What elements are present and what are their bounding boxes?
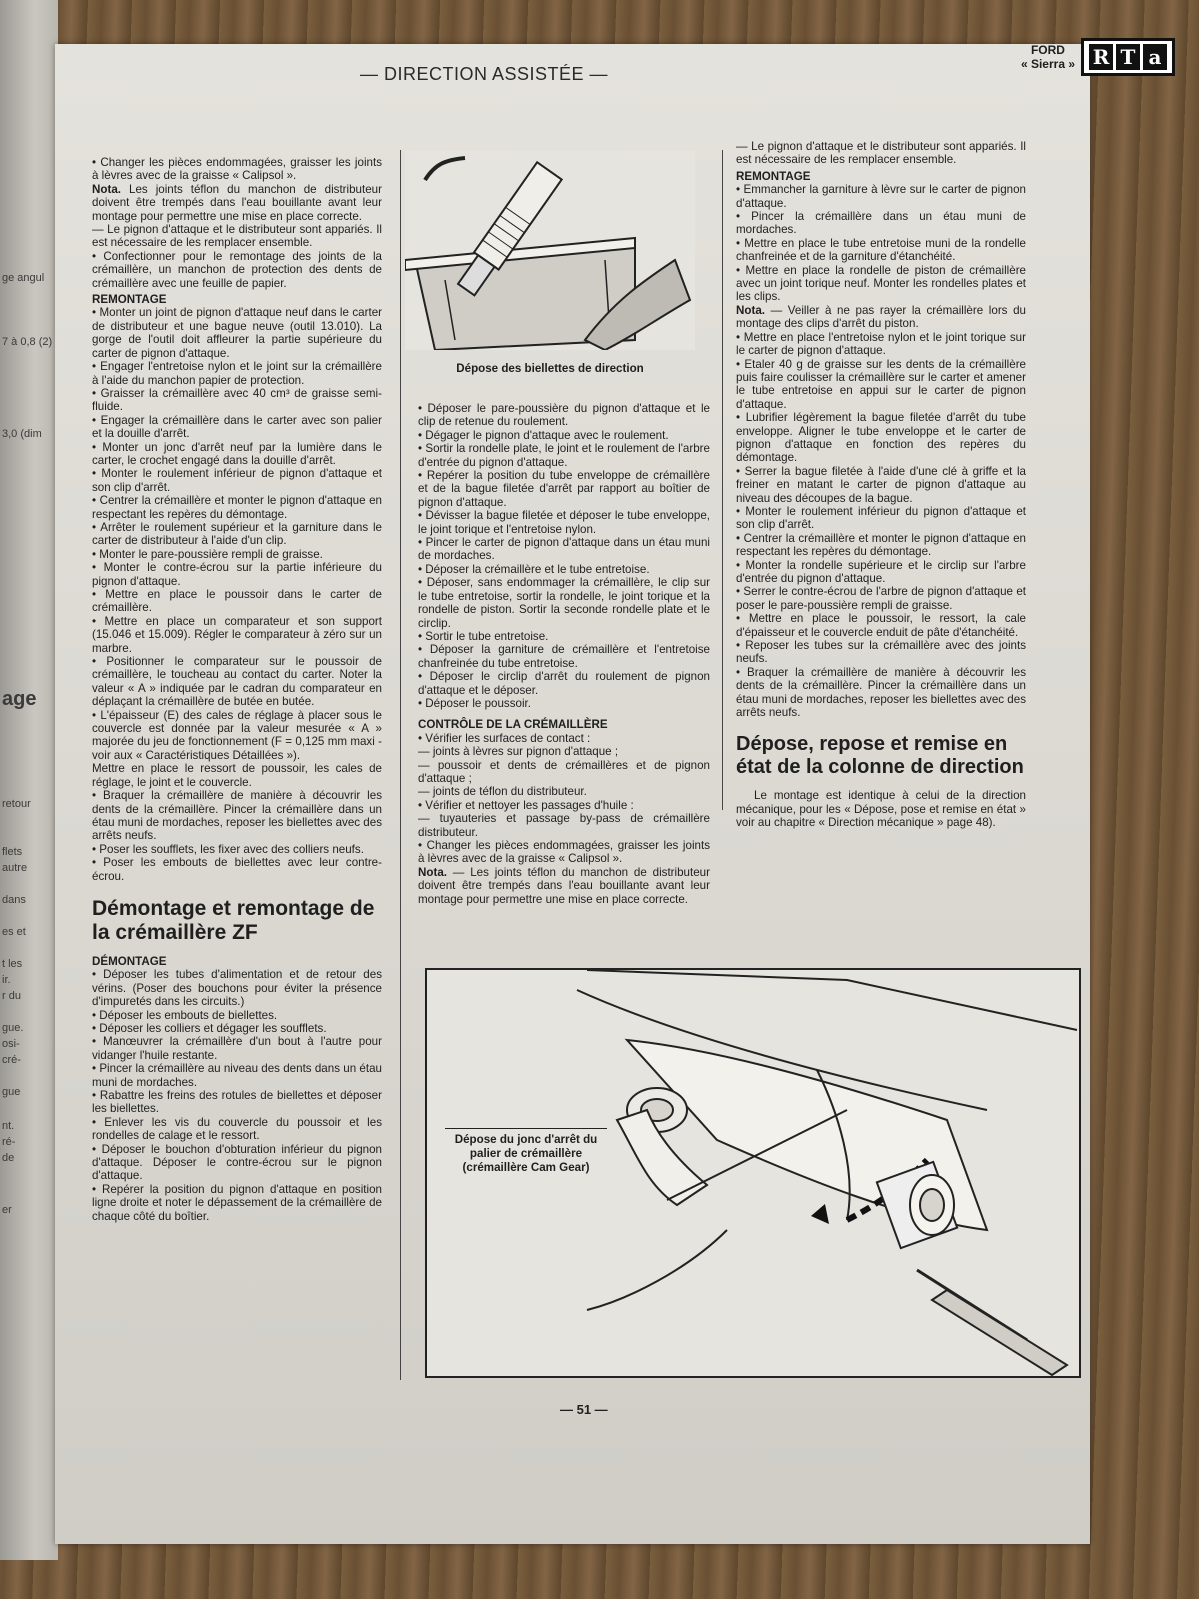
paragraph: • Mettre en place un comparateur et son support (15.046 et 15.009). Régler le comparateur à zéro sur un marbre.	[92, 614, 382, 655]
paragraph: — tuyauteries et passage by-pass de crémaillère distributeur.	[418, 812, 710, 839]
prev-page-fragment: ir.	[2, 974, 11, 986]
page-number: — 51 —	[560, 1402, 608, 1417]
paragraph: • Sortir le tube entretoise.	[418, 629, 549, 643]
prev-page-fragment: ré-	[2, 1136, 16, 1148]
note-label: Nota.	[418, 865, 447, 879]
prev-page-fragment: nt.	[2, 1120, 15, 1132]
paragraph: • Serrer le contre-écrou de l'arbre de pignon d'attaque et poser le pare-poussière rempli de graisse.	[736, 585, 1026, 612]
paragraph: • Mettre en place la rondelle de piston de crémaillère avec un joint torique neuf. Monter les rondelles plates et les clips.	[736, 263, 1026, 304]
column-divider	[400, 150, 401, 1380]
subheading: CONTRÔLE DE LA CRÉMAILLÈRE	[418, 718, 608, 732]
paragraph: Le montage est identique à celui de la direction mécanique, pour les « Dépose, pose et remise en état » voir au chapitre « Direction mécanique » page 48).	[736, 789, 1026, 830]
note-text: — Les joints téflon du manchon de distributeur doivent être trempés dans l'eau bouillante avant leur montage pour permettre une mise en place correcte.	[418, 865, 710, 906]
paragraph: • Monter le contre-écrou sur la partie inférieure du pignon d'attaque.	[92, 561, 382, 588]
paragraph: • Pincer la crémaillère dans un étau muni de mordaches.	[736, 210, 1026, 237]
previous-page-edge	[0, 0, 58, 1560]
paragraph: • Pincer le carter de pignon d'attaque dans un étau muni de mordaches.	[418, 536, 710, 563]
paragraph: — Le pignon d'attaque et le distributeur sont appariés. Il est nécessaire de les remplacer ensemble.	[736, 140, 1026, 167]
paragraph: Mettre en place le ressort de poussoir, les cales de réglage, le joint et le couvercle.	[92, 762, 382, 789]
note	[418, 866, 710, 906]
paragraph: • Centrer la crémaillère et monter le pignon d'attaque en respectant les repères du démontage.	[92, 494, 382, 521]
paragraph: — joints à lèvres sur pignon d'attaque ;	[418, 745, 619, 759]
note	[736, 304, 1026, 331]
subheading: DÉMONTAGE	[92, 954, 167, 968]
prev-page-fragment: es et	[2, 926, 26, 938]
paragraph: • Pincer la crémaillère au niveau des dents dans un étau muni de mordaches.	[92, 1062, 382, 1089]
note-label: Nota.	[736, 303, 765, 317]
note	[92, 183, 382, 223]
paragraph: • Changer les pièces endommagées, graisser les joints à lèvres avec de la graisse « Calipsol ».	[92, 156, 382, 183]
paragraph: • Déposer le poussoir.	[418, 696, 531, 710]
prev-page-fragment: retour	[2, 798, 31, 810]
paragraph: • Enlever les vis du couvercle du poussoir et les rondelles de calage et le ressort.	[92, 1115, 382, 1143]
note-text: Les joints téflon du manchon de distributeur doivent être trempés dans l'eau bouillante avant leur montage pour permettre une mise en place correcte.	[92, 182, 382, 223]
paragraph: • Mettre en place l'entretoise nylon et le joint torique sur le carter de pignon d'attaque.	[736, 330, 1026, 358]
paragraph: • Repérer la position du tube enveloppe de crémaillère et de la bague filetée d'arrêt par rapport au boîtier de pignon d'attaque.	[418, 469, 710, 509]
paragraph: — joints de téflon du distributeur.	[418, 785, 587, 799]
paragraph: • Poser les embouts de biellettes avec leur contre-écrou.	[92, 856, 382, 883]
paragraph: • Graisser la crémaillère avec 40 cm³ de graisse semi-fluide.	[92, 386, 382, 414]
column-right	[736, 140, 1026, 830]
paragraph: — poussoir et dents de crémaillères et de pignon d'attaque ;	[418, 758, 710, 785]
paragraph: • Monter le roulement inférieur du pignon d'attaque et son clip d'arrêt.	[736, 504, 1026, 532]
note-text: — Veiller à ne pas rayer la crémaillère lors du montage des clips d'arrêt du piston.	[736, 303, 1026, 331]
prev-page-fragment: gue	[2, 1086, 21, 1098]
column-divider	[722, 150, 723, 810]
section-title: Démontage et remontage de la crémaillère ZF	[92, 896, 375, 944]
brand-make: FORD	[1030, 43, 1065, 57]
paragraph: • Repérer la position du pignon d'attaque en position ligne droite et noter le dépassement de la crémaillère de chaque côté du boîtier.	[92, 1182, 382, 1223]
paragraph: • Monter la rondelle supérieure et le circlip sur l'arbre d'entrée du pignon d'attaque.	[736, 558, 1026, 585]
paragraph: • Déposer les embouts de biellettes.	[92, 1008, 278, 1022]
paragraph: • Rabattre les freins des rotules de biellettes et déposer les biellettes.	[92, 1089, 382, 1116]
paragraph: • Serrer la bague filetée à l'aide d'une clé à griffe et la freiner en matant le carter de pignon d'attaque au niveau des découpes de la bague.	[736, 464, 1026, 505]
paragraph: • Dégager le pignon d'attaque avec le roulement.	[418, 428, 669, 442]
paragraph: • Etaler 40 g de graisse sur les dents de la crémaillère puis faire coulisser la crémaillère sur le carter et amener le tube entretoise en appui sur le carter de pignon d'attaque.	[736, 357, 1026, 411]
section-header: — DIRECTION ASSISTÉE —	[360, 64, 609, 84]
figure-caption: Dépose du jonc d'arrêt du palier de crémaillère (crémaillère Cam Gear)	[445, 1128, 607, 1175]
paragraph: — Le pignon d'attaque et le distributeur sont appariés. Il est nécessaire de les remplacer ensemble.	[92, 223, 382, 250]
column-left	[92, 156, 382, 1223]
logo-letter: R	[1089, 44, 1113, 70]
paragraph: • Monter le roulement inférieur de pignon d'attaque et son clip d'arrêt.	[92, 467, 382, 494]
prev-page-fragment: osi-	[2, 1038, 20, 1050]
paragraph: • Braquer la crémaillère de manière à découvrir les dents de la crémaillère. Pincer la crémaillère dans un étau muni de mordaches, reposer les biellettes avec des arrêts neufs.	[92, 789, 383, 843]
paragraph: • Vérifier et nettoyer les passages d'huile :	[418, 798, 634, 812]
figure-tie-rod-removal	[405, 150, 695, 350]
paragraph: • Reposer les tubes sur la crémaillère avec des joints neufs.	[736, 639, 1026, 666]
brand-model: « Sierra »	[1020, 57, 1075, 71]
paragraph: • Déposer les colliers et dégager les soufflets.	[92, 1021, 327, 1035]
paragraph: • Monter un jonc d'arrêt neuf par la lumière dans le carter, le crochet engagé dans la douille d'arrêt.	[92, 440, 382, 467]
paragraph: • Centrer la crémaillère et monter le pignon d'attaque en respectant les repères du démontage.	[736, 531, 1026, 559]
paragraph: • L'épaisseur (E) des cales de réglage à placer sous le couvercle est donnée par la valeur mesurée « A » majorée du jeu de fonctionnement (F = 0,125 mm maxi - voir aux « Caractéristiques Détaillées »).	[92, 708, 382, 762]
logo-letter: a	[1143, 44, 1167, 70]
subheading: REMONTAGE	[736, 169, 811, 183]
prev-page-fragment: de	[2, 1152, 15, 1164]
paragraph: • Mettre en place le poussoir dans le carter de crémaillère.	[92, 588, 382, 615]
note-label: Nota.	[92, 182, 121, 196]
prev-page-fragment: age	[2, 688, 37, 710]
paragraph: • Lubrifier légèrement la bague filetée d'arrêt du tube enveloppe. Aligner le tube enveloppe et le carter de pignon d'attaque en fonction des repères du démontage.	[736, 411, 1026, 465]
paragraph: • Braquer la crémaillère de manière à découvrir les dents de la crémaillère. Pincer la crémaillère dans un étau muni de mordaches, reposer les biellettes avec des arrêts neufs.	[736, 665, 1027, 720]
section-title: Dépose, repose et remise en état de la colonne de direction	[736, 733, 1024, 779]
paragraph: • Manœuvrer la crémaillère d'un bout à l'autre pour vidanger l'huile restante.	[92, 1035, 382, 1062]
paragraph: • Déposer la crémaillère et le tube entretoise.	[418, 562, 650, 576]
prev-page-fragment: er	[2, 1204, 12, 1216]
prev-page-fragment: autre	[2, 862, 28, 874]
prev-page-fragment: dans	[2, 894, 26, 906]
brand-text	[1021, 43, 1075, 71]
paragraph: • Arrêter le roulement supérieur et la garniture dans le carter de distributeur à l'aide d'un clip.	[92, 520, 382, 548]
paragraph: • Déposer le bouchon d'obturation inférieur du pignon d'attaque. Déposer le contre-écrou sur le pignon d'attaque.	[92, 1142, 382, 1183]
subheading: REMONTAGE	[92, 293, 167, 307]
paragraph: • Monter un joint de pignon d'attaque neuf dans le carter de distributeur et une bague neuve (outil 13.010). La gorge de l'outil doit affleurer la partie supérieure du carter de pignon d'attaque.	[92, 306, 382, 360]
prev-page-fragment: 7 à 0,8 (2)	[2, 336, 53, 348]
figure-caption: Dépose des biellettes de direction	[456, 362, 644, 375]
prev-page-fragment: t les	[2, 958, 23, 970]
rta-logo	[1081, 38, 1175, 76]
paragraph: • Déposer, sans endommager la crémaillère, le clip sur le tube entretoise, sortir la rondelle, le joint torique et la rondelle de piston. Sortir la seconde rondelle plate et le circlip.	[418, 576, 710, 630]
paragraph: • Sortir la rondelle plate, le joint et le roulement de l'arbre d'entrée du pignon d'attaque.	[418, 442, 710, 469]
prev-page-fragment: flets	[2, 846, 23, 858]
prev-page-fragment: 3,0 (dim	[2, 428, 42, 440]
paragraph: • Poser les soufflets, les fixer avec des colliers neufs.	[92, 842, 364, 856]
paragraph: • Déposer le circlip d'arrêt du roulement de pignon d'attaque et le déposer.	[418, 670, 710, 697]
brand-block	[1021, 38, 1175, 76]
paragraph: • Dévisser la bague filetée et déposer le tube enveloppe, le joint torique et l'entretoise nylon.	[418, 509, 710, 536]
paragraph: • Engager l'entretoise nylon et le joint sur la crémaillère à l'aide du manchon papier de protection.	[92, 360, 382, 387]
paragraph: • Déposer le pare-poussière du pignon d'attaque et le clip de retenue du roulement.	[418, 402, 710, 429]
paragraph: • Changer les pièces endommagées, graisser les joints à lèvres avec de la graisse « Calipsol ».	[418, 839, 710, 866]
paragraph: • Emmancher la garniture à lèvre sur le carter de pignon d'attaque.	[736, 183, 1026, 210]
prev-page-fragment: gue.	[2, 1022, 24, 1034]
column-middle	[418, 402, 710, 906]
paragraph: • Déposer la garniture de crémaillère et l'entretoise chanfreinée du tube entretoise.	[418, 643, 710, 670]
paragraph: • Vérifier les surfaces de contact :	[418, 731, 591, 745]
paragraph: • Mettre en place le tube entretoise muni de la rondelle chanfreinée et de la garniture d'étanchéité.	[736, 236, 1026, 264]
prev-page-fragment: cré-	[2, 1054, 21, 1066]
paragraph: • Mettre en place le poussoir, le ressort, la cale d'épaisseur et le couvercle enduit de pâte d'étanchéité.	[736, 612, 1026, 639]
prev-page-fragment: ge angul	[2, 272, 45, 284]
paragraph: • Déposer les tubes d'alimentation et de retour des vérins. (Poser des bouchons pour éviter la présence d'impuretés dans les circuits.)	[92, 968, 382, 1009]
logo-letter: T	[1116, 44, 1140, 70]
paragraph: • Confectionner pour le remontage des joints de la crémaillère, un manchon de protection des dents de crémaillère avec une feuille de papier.	[92, 249, 382, 290]
paragraph: • Monter le pare-poussière rempli de graisse.	[92, 547, 323, 561]
paragraph: • Positionner le comparateur sur le poussoir de crémaillère, le toucheau au contact du carter. Noter la valeur « A » indiquée par le cadran du comparateur en déplaçant la crémaillère de butée en butée.	[92, 655, 382, 709]
prev-page-fragment: r du	[2, 990, 21, 1002]
paragraph: • Engager la crémaillère dans le carter avec son palier et la douille d'arrêt.	[92, 413, 382, 441]
